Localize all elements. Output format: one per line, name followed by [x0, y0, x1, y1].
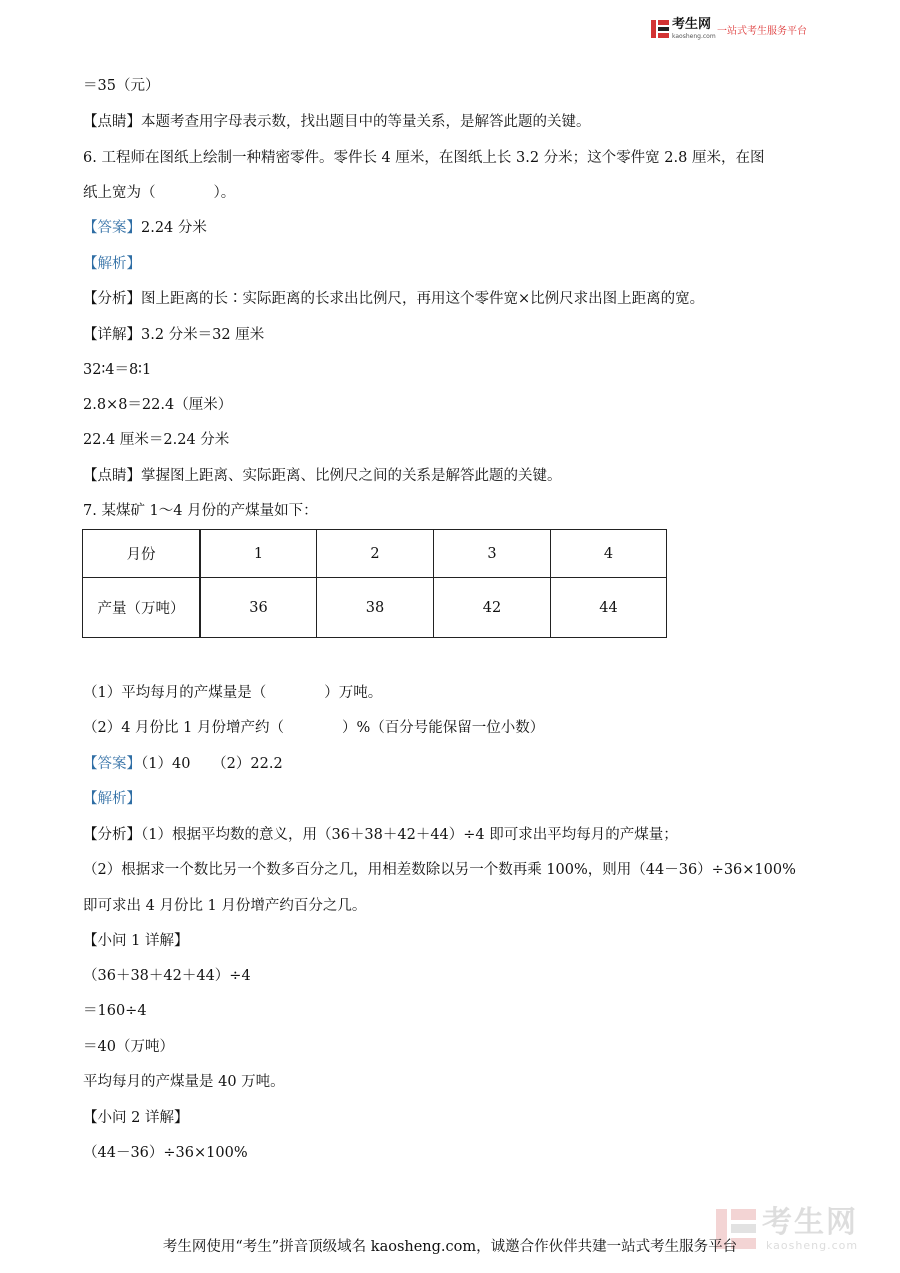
question-7-line: 7. 某煤矿 1～4 月份的产煤量如下： — [83, 503, 318, 519]
answer-line — [83, 754, 283, 774]
coal-output-table — [82, 529, 667, 638]
answer-line — [83, 218, 207, 238]
text-line: 【点睛】本题考查用字母表示数，找出题目中的等量关系，是解答此题的关键。 — [83, 114, 591, 130]
text-line: 【详解】3.2 分米＝32 厘米 — [83, 327, 265, 343]
text-line: （36＋38＋42＋44）÷4 — [83, 968, 251, 984]
table-cell-value: 42 — [434, 578, 551, 638]
table-header-label: 月份 — [83, 530, 201, 578]
text-line: （2）根据求一个数比另一个数多百分之几，用相差数除以另一个数再乘 100%，则用（44－36）÷36×100% — [83, 862, 796, 878]
text-line: 即可求出 4 月份比 1 月份增产约百分之几。 — [83, 898, 367, 914]
table-cell-value: 38 — [317, 578, 434, 638]
table-cell-value: 36 — [200, 578, 317, 638]
table-cell-month: 4 — [551, 530, 667, 578]
text-line: ＝35（元） — [83, 78, 160, 94]
text-line: 2.8×8＝22.4（厘米） — [83, 397, 233, 413]
watermark-name: 考生网 — [762, 1205, 858, 1240]
question-6-line-2: 纸上宽为（ ）。 — [83, 185, 236, 201]
logo-domain: kaosheng.com — [672, 33, 716, 40]
answer-text: （1）40 （2）22.2 — [141, 756, 283, 772]
kaosheng-logo-icon — [651, 20, 669, 38]
sub-question-2: （2）4 月份比 1 月份增产约（ ）%（百分号能保留一位小数） — [83, 720, 545, 736]
logo-slogan: 一站式考生服务平台 — [717, 26, 807, 37]
watermark-domain: kaosheng.com — [766, 1239, 859, 1252]
text-line: ＝40（万吨） — [83, 1039, 174, 1055]
header-logo — [651, 18, 821, 44]
section-heading: 【小问 1 详解】 — [83, 933, 189, 949]
answer-tag: 【答案】 — [83, 756, 141, 772]
footer-text: 考生网使用“考生”拼音顶级域名 kaosheng.com，诚邀合作伙伴共建一站式考生服务平台 — [162, 1239, 738, 1255]
text-line: 【点睛】掌握图上距离、实际距离、比例尺之间的关系是解答此题的关键。 — [83, 468, 562, 484]
table-row-label: 产量（万吨） — [83, 578, 201, 638]
text-line: 32∶4＝8∶1 — [83, 362, 152, 378]
logo-name: 考生网 — [672, 17, 712, 32]
sub-question-1: （1）平均每月的产煤量是（ ）万吨。 — [83, 685, 383, 701]
table-cell-month: 3 — [434, 530, 551, 578]
text-line: 【分析】（1）根据平均数的意义，用（36＋38＋42＋44）÷4 即可求出平均每月的产煤量； — [83, 827, 678, 843]
text-line: 【分析】图上距离的长∶实际距离的长求出比例尺，再用这个零件宽×比例尺求出图上距离的宽。 — [83, 291, 705, 307]
table-cell-month: 2 — [317, 530, 434, 578]
table-cell-value: 44 — [551, 578, 667, 638]
table-row — [83, 530, 667, 578]
text-line: （44－36）÷36×100% — [83, 1145, 248, 1161]
answer-tag: 【答案】 — [83, 220, 141, 236]
section-heading: 【小问 2 详解】 — [83, 1110, 189, 1126]
table-cell-month: 1 — [200, 530, 317, 578]
analysis-tag: 【解析】 — [83, 256, 141, 272]
answer-text: 2.24 分米 — [141, 220, 207, 236]
text-line: 平均每月的产煤量是 40 万吨。 — [83, 1074, 285, 1090]
text-line: ＝160÷4 — [83, 1003, 147, 1019]
question-6-line-1: 6. 工程师在图纸上绘制一种精密零件。零件长 4 厘米，在图纸上长 3.2 分米；这个零件宽 2.8 厘米，在图 — [83, 150, 765, 166]
analysis-tag: 【解析】 — [83, 791, 141, 807]
table-row — [83, 578, 667, 638]
text-line: 22.4 厘米＝2.24 分米 — [83, 432, 230, 448]
